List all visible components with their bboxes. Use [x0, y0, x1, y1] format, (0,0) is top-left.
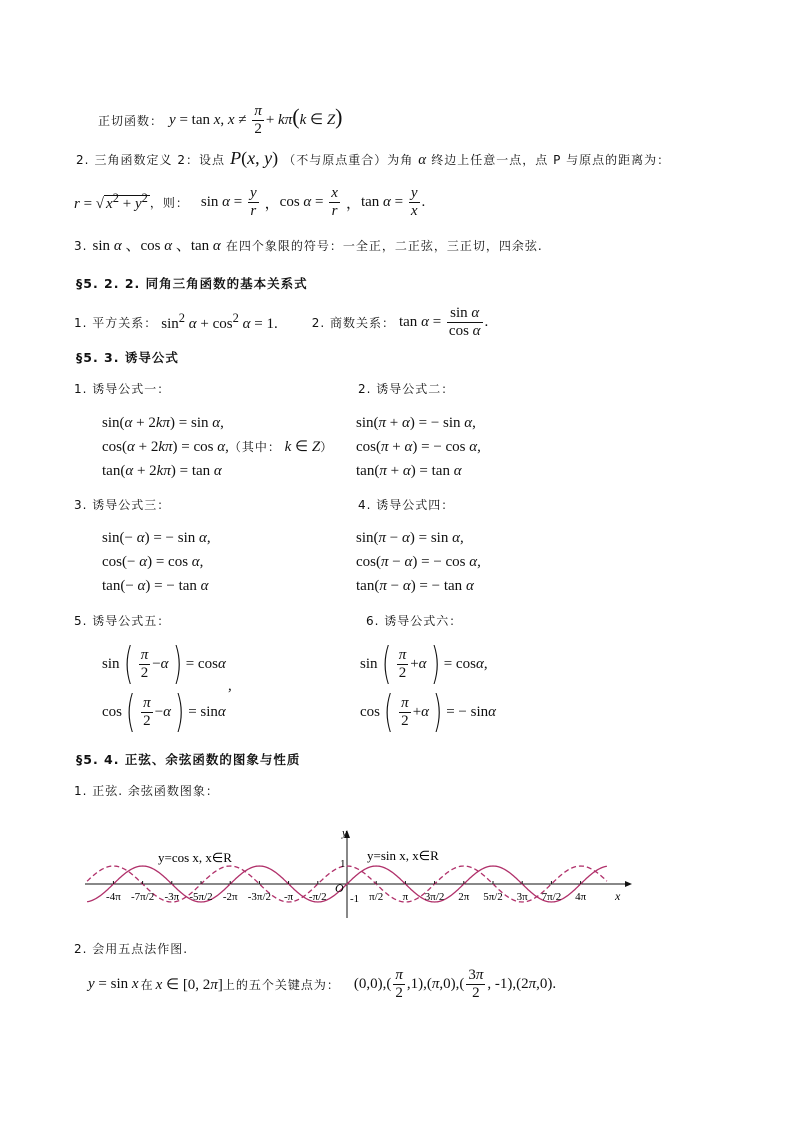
x-tick-label: 3π/2: [424, 891, 445, 903]
y-axis-label: y: [342, 827, 347, 839]
cos-curve-label: y=cos x, x∈R: [158, 850, 232, 865]
formula-4-body: sin(π − α) = sin α, cos(π − α) = − cos α, tan(π − α) = − tan α: [356, 530, 481, 594]
y-minus-one-label: -1: [350, 893, 360, 905]
formula-2-body: sin(π + α) = − sin α, cos(π + α) = − cos α, tan(π + α) = tan α: [356, 415, 481, 479]
point-p: P(x, y): [230, 148, 279, 168]
x-tick-label: 5π/2: [483, 891, 503, 903]
formula-3-body: sin(− α) = − sin α, cos(− α) = cos α, tan(− α) = − tan α: [102, 530, 211, 594]
square-relation-label: 1. 平方关系：: [74, 315, 158, 330]
x-axis-label: x: [615, 889, 621, 903]
quotient-relation-label: 2. 商数关系：: [311, 315, 395, 330]
five-point-function: y = sin x: [88, 975, 139, 992]
formula-4-label: 4. 诱导公式四：: [358, 498, 455, 512]
section-5-3-title: §5. 3. 诱导公式: [76, 350, 179, 365]
x-tick-label: -3π/2: [247, 891, 272, 903]
graph-label: 1. 正弦. 余弦函数图象：: [74, 784, 219, 798]
item-number: 2.: [76, 153, 90, 167]
trig-functions: sin α 、cos α 、tan α: [92, 238, 221, 254]
formula-3-label: 3. 诱导公式三：: [74, 498, 171, 512]
signs-line: [74, 234, 543, 255]
x-tick-label: -5π/2: [189, 891, 213, 903]
cos-definition: cos α = $\frac{x}{r}$: [279, 184, 338, 219]
origin-label: O: [335, 881, 344, 895]
x-axis-arrow: [625, 881, 632, 887]
x-tick-label: π: [402, 891, 409, 903]
formula-1-note-end: ）: [320, 440, 334, 454]
x-tick-label: 7π/2: [541, 891, 562, 903]
definition-2-formulas: r = √ $x^2 + y^2$ ，则： sin α = $\frac{y}{r}$ ， cos α = $\frac{x}{r}$ ， tan α = $\frac{y}{x}$ .: [74, 184, 426, 219]
x-tick-label: -π/2: [308, 891, 327, 903]
formula-5-comma: ,: [228, 678, 232, 694]
x-tick-label: -2π: [222, 891, 238, 903]
definition-2-text: 三角函数定义 2：设点: [94, 153, 225, 167]
five-key-points: (0,0),( $\frac{\pi}{2}$ ,1),(π,0),( $\frac{3\pi}{2}$ , -1),(2π,0).: [353, 966, 557, 1001]
definition-2-text2: 终边上任意一点，点 P 与原点的距离为：: [431, 153, 671, 167]
formula-1-body: sin(α + 2kπ) = sin α, cos(α + 2kπ) = cos α,（其中： k ∈ Z） tan(α + 2kπ) = tan α: [102, 415, 334, 479]
five-point-line: y = sin x 在 x ∈ [0, 2π] 上的五个关键点为： (0,0),( $\frac{\pi}{2}$ ,1),(π,0),( $\frac{3\pi}{2}$ , -1),(2π,0).: [88, 966, 557, 1001]
x-tick-label: π/2: [369, 891, 384, 903]
y-one-label: 1: [340, 858, 346, 870]
formula-5-body: sin ( $\frac{\pi}{2}$ − α ) = cos α cos ( $\frac{\pi}{2}$ − α ) = sin α: [102, 638, 226, 737]
formula-1-note: （其中：: [228, 440, 281, 454]
section-5-2-2-title: §5. 2. 2. 同角三角函数的基本关系式: [76, 276, 308, 291]
tangent-domain-formula: y = tan x, x ≠ $\frac{\pi}{2}$ + kπ(k ∈ Z): [169, 102, 343, 137]
formula-2-label: 2. 诱导公式二：: [358, 382, 455, 396]
radius-formula: r = √ $x^2 + y^2$: [74, 191, 148, 212]
sin-cos-graph: [80, 822, 640, 922]
x-tick-label: -7π/2: [130, 891, 155, 903]
formula-6-body: sin ( $\frac{\pi}{2}$ + α ) = cos α , cos ( $\frac{\pi}{2}$ + α ) = − sin α: [360, 638, 497, 737]
basic-relations: [74, 298, 488, 346]
tangent-domain-line: [98, 96, 342, 144]
x-tick-label: -4π: [106, 891, 121, 903]
x-tick-label: -3π: [164, 891, 180, 903]
x-tick-label: -π: [283, 891, 294, 903]
square-relation: $\sin^2 \alpha + \cos^2 \alpha = 1$.: [161, 311, 278, 332]
five-point-text: 上的五个关键点为：: [222, 977, 340, 992]
formula-5-label: 5. 诱导公式五：: [74, 614, 171, 628]
sin-definition: sin α = $\frac{y}{r}$: [200, 184, 257, 219]
section-5-4-title: §5. 4. 正弦、余弦函数的图象与性质: [76, 752, 301, 767]
x-tick-label: 4π: [575, 891, 587, 903]
five-point-label: 2. 会用五点法作图.: [74, 942, 189, 956]
alpha-symbol: α: [418, 152, 427, 168]
item-number: 3.: [74, 239, 88, 253]
definition-2-note: （不与原点重合）为角: [283, 153, 414, 167]
definition-2-line: [76, 148, 670, 169]
tangent-label: 正切函数：: [98, 113, 164, 128]
tan-definition: tan α = $\frac{y}{x}$ .: [360, 184, 426, 219]
x-tick-label: 3π: [516, 891, 528, 903]
quotient-relation: tan α = $\frac{\text{sin α}}{\text{cos α}}$ .: [398, 304, 489, 339]
then-text: ，则：: [149, 195, 189, 210]
sin-curve-label: y=sin x, x∈R: [367, 848, 439, 863]
formula-6-label: 6. 诱导公式六：: [366, 614, 463, 628]
formula-1-label: 1. 诱导公式一：: [74, 382, 171, 396]
five-point-interval: x ∈ [0, 2π]: [155, 976, 223, 993]
signs-text: 在四个象限的符号：一全正，二正弦，三正切，四余弦.: [225, 239, 543, 253]
x-tick-label: 2π: [458, 891, 470, 903]
